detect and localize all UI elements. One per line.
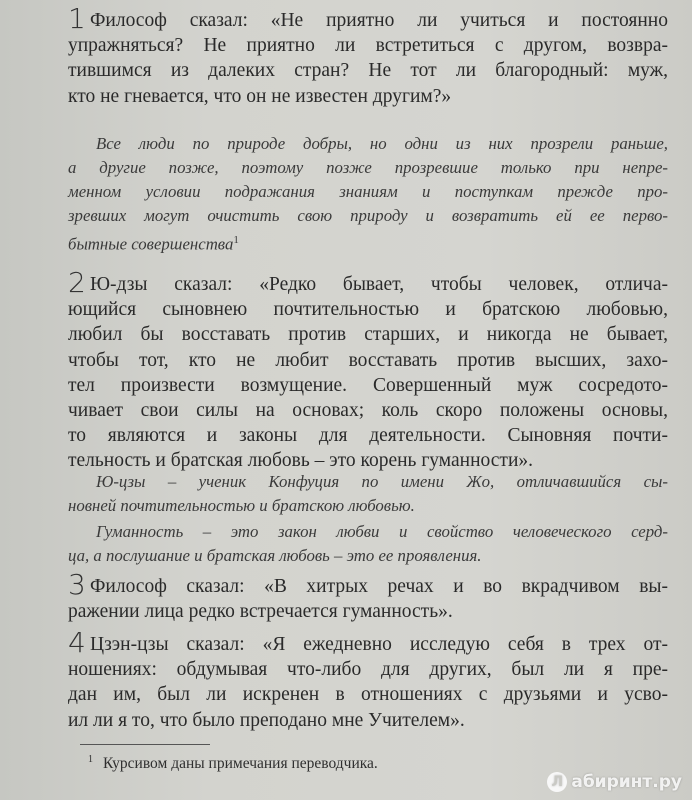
- text-line: тельность и братская любовь – это корень гуманности».: [68, 450, 534, 472]
- note-line: зревших могут очистить свою природу и возвратить ей ее перво-: [68, 206, 668, 225]
- footnote-text: Курсивом даны примечания переводчика.: [103, 755, 378, 773]
- translator-note: [68, 132, 668, 257]
- note-line: Ю-цзы – ученик Конфуция по имени Жо, отличавшийся сы-: [96, 472, 668, 491]
- note-line: Все люди по природе добры, но одни из них прозрели раньше,: [96, 134, 668, 153]
- text-line: чивает свои силы на основах; коль скоро положены основы,: [68, 400, 668, 422]
- text-line: Философ сказал: «В хитрых речах и во вкрадчивом вы-: [90, 576, 668, 597]
- footnote: [88, 754, 378, 773]
- note-line: менном условии подражания знаниям и поступкам прежде про-: [68, 182, 668, 201]
- footnote-mark: 1: [233, 234, 239, 246]
- text-line: ил ли я то, что было преподано мне Учителем».: [68, 709, 465, 731]
- section-number: 2: [68, 266, 86, 299]
- text-line: тел произвести возмущение. Совершенный муж сосредото-: [68, 374, 668, 396]
- labirint-logo-icon: Л: [547, 772, 567, 792]
- section-1: [68, 2, 668, 109]
- translator-note: [68, 520, 668, 568]
- watermark-text: абиринт.ру: [571, 772, 682, 792]
- note-line: ца, а послушание и братская любовь – это ее проявления.: [68, 546, 482, 565]
- section-3: [68, 568, 668, 624]
- text-line: упражняться? Не приятно ли встретиться с другом, возвра-: [68, 35, 668, 57]
- note-line: бытные совершенства: [68, 234, 234, 254]
- section-2: [68, 266, 668, 474]
- text-line: чтобы тот, кто не любит восставать против высших, захо-: [68, 349, 668, 371]
- text-line: Философ сказал: «Не приятно ли учиться и постоянно: [90, 10, 668, 31]
- text-line: ющийся сыновнею почтительностью и братскою любовью,: [68, 299, 668, 321]
- text-line: любил бы восставать против старших, и никогда не бывает,: [68, 324, 668, 346]
- text-line: ношениях: обдумывая что-либо для других, был ли я пре-: [68, 659, 668, 681]
- footnote-divider: [80, 744, 210, 745]
- text-line: кто не гневается, что он не известен другим?»: [68, 85, 452, 107]
- text-line: Ю-дзы сказал: «Редко бывает, чтобы человек, отлича-: [90, 274, 668, 295]
- section-number: 4: [68, 626, 86, 659]
- section-4: [68, 626, 668, 733]
- text-line: то являются и законы для деятельности. Сыновняя почти-: [68, 425, 668, 447]
- note-line: Гуманность – это закон любви и свойство человеческого серд-: [96, 522, 668, 541]
- text-line: дан им, был ли искренен в отношениях с друзьями и усво-: [68, 684, 668, 706]
- text-line: Цзэн-цзы сказал: «Я ежедневно исследую себя в трех от-: [90, 634, 668, 655]
- note-line: а другие позже, поэтому позже прозревшие только при непре-: [68, 158, 668, 177]
- section-number: 1: [68, 2, 86, 35]
- section-number: 3: [68, 568, 86, 601]
- translator-note: [68, 470, 668, 518]
- footnote-number: 1: [88, 754, 93, 765]
- text-line: ражении лица редко встречается гуманность».: [68, 601, 453, 623]
- text-line: тившимся из далеких стран? Не тот ли благородный: муж,: [68, 60, 668, 82]
- watermark: [547, 772, 682, 792]
- note-line: новней почтительностью и братскою любовью.: [68, 496, 415, 515]
